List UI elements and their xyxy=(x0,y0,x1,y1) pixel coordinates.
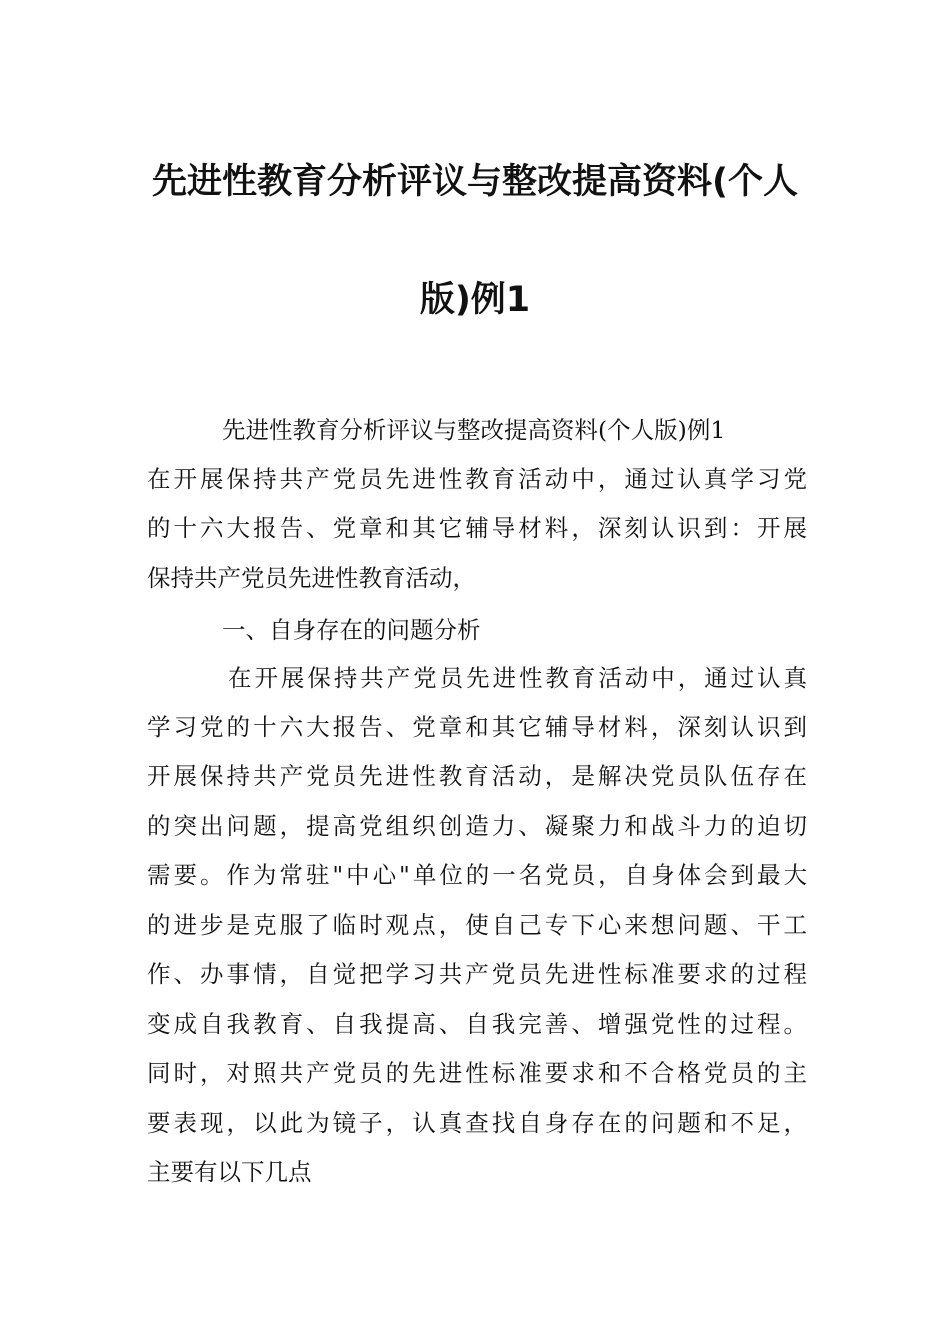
paragraph-line: 的十六大报告、党章和其它辅导材料，深刻认识到：开展 xyxy=(147,514,807,542)
paragraph-line: 在开展保持共产党员先进性教育活动中，通过认真 xyxy=(228,664,807,692)
paragraph-line: 在开展保持共产党员先进性教育活动中，通过认真学习党 xyxy=(147,465,807,493)
paragraph-line: 的突出问题，提高党组织创造力、凝聚力和战斗力的迫切 xyxy=(147,812,807,840)
paragraph-line: 变成自我教育、自我提高、自我完善、增强党性的过程。 xyxy=(147,1010,807,1038)
paragraph-line: 同时，对照共产党员的先进性标准要求和不合格党员的主 xyxy=(147,1059,807,1087)
paragraph-line: 作、办事情，自觉把学习共产党员先进性标准要求的过程 xyxy=(147,960,807,988)
section-heading: 一、自身存在的问题分析 xyxy=(222,616,481,644)
paragraph-line: 要表现，以此为镜子，认真查找自身存在的问题和不足， xyxy=(147,1109,807,1137)
document-title-line-2: 版)例1 xyxy=(419,280,531,320)
paragraph-line: 主要有以下几点 xyxy=(147,1158,312,1186)
paragraph-line: 需要。作为常驻"中心"单位的一名党员，自身体会到最大 xyxy=(147,861,807,889)
document-title-line-1: 先进性教育分析评议与整改提高资料(个人 xyxy=(152,162,798,202)
paragraph-line: 保持共产党员先进性教育活动， xyxy=(147,564,476,592)
subtitle-line: 先进性教育分析评议与整改提高资料(个人版)例1 xyxy=(222,416,726,444)
paragraph-line: 的进步是克服了临时观点，使自己专下心来想问题、干工 xyxy=(147,911,807,939)
paragraph-line: 开展保持共产党员先进性教育活动，是解决党员队伍存在 xyxy=(147,762,807,790)
paragraph-line: 学习党的十六大报告、党章和其它辅导材料，深刻认识到 xyxy=(147,713,807,741)
